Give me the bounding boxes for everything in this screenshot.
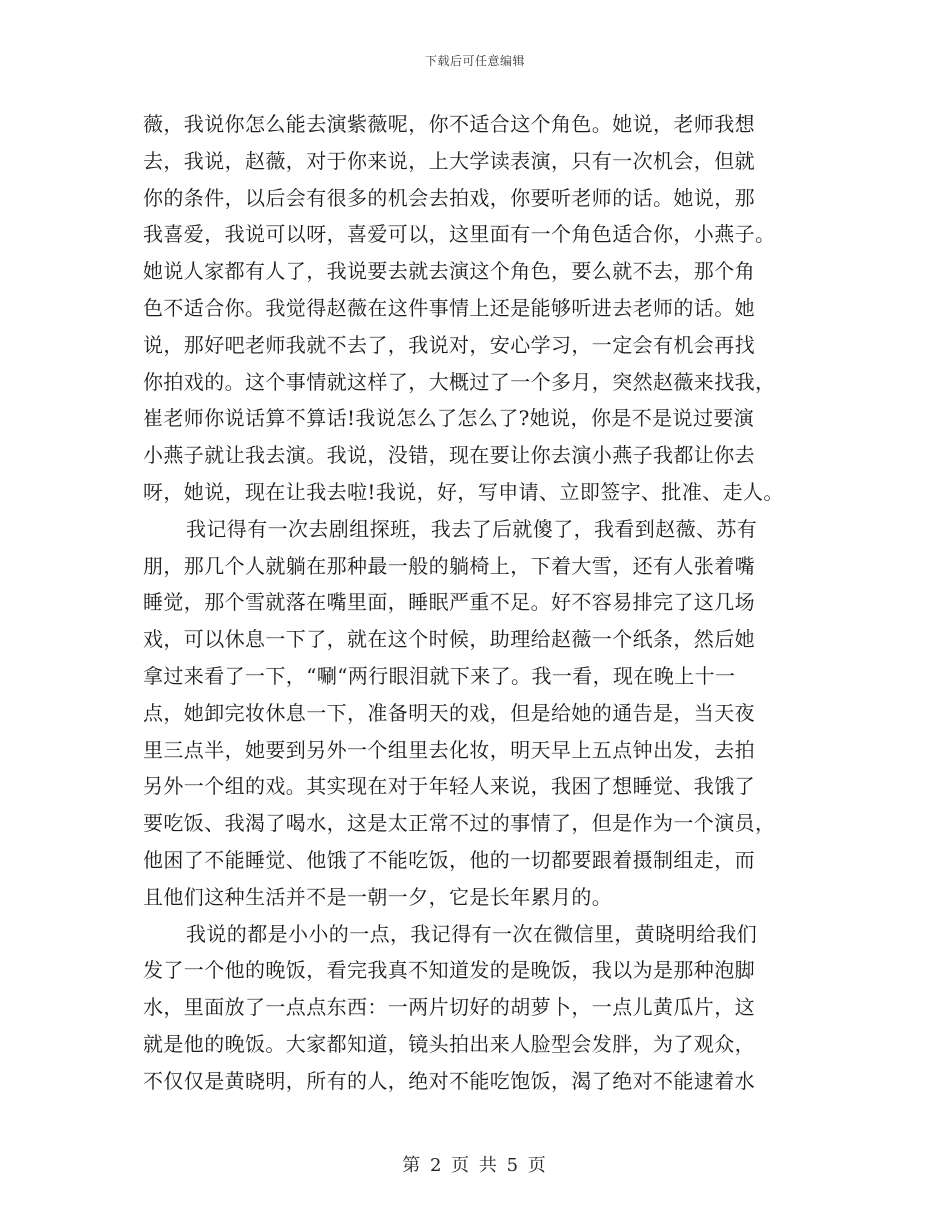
text-line: 我喜爱，我说可以呀，喜爱可以，这里面有一个角色适合你，小燕子。: [143, 222, 776, 247]
text-line: 拿过来看了一下，“唰“两行眼泪就下来了。我一看，现在晚上十一: [143, 663, 736, 688]
text-line: 她说人家都有人了，我说要去就去演这个角色，要么就不去，那个角: [143, 259, 755, 284]
text-line: 说，那好吧老师我就不去了，我说对，安心学习，一定会有机会再找: [143, 332, 755, 357]
document-body: [143, 106, 813, 1100]
text-line: 崔老师你说话算不算话!我说怎么了怎么了?她说，你是不是说过要演: [143, 406, 755, 431]
text-line: 小燕子就让我去演。我说，没错，现在要让你去演小燕子我都让你去: [143, 443, 755, 468]
text-line: 去，我说，赵薇，对于你来说，上大学读表演，只有一次机会，但就: [143, 148, 755, 173]
text-line: 要吃饭、我渴了喝水，这是太正常不过的事情了，但是作为一个演员，: [143, 811, 776, 836]
text-line: 色不适合你。我觉得赵薇在这件事情上还是能够听进去老师的话。她: [143, 295, 755, 320]
text-line: 发了一个他的晚饭，看完我真不知道发的是晚饭，我以为是那种泡脚: [143, 958, 755, 983]
paragraph-start-line: 我说的都是小小的一点，我记得有一次在微信里，黄晓明给我们: [186, 921, 758, 946]
text-line: 且他们这种生活并不是一朝一夕，它是长年累月的。: [143, 884, 613, 909]
paragraph-start-line: 我记得有一次去剧组探班，我去了后就傻了，我看到赵薇、苏有: [186, 516, 758, 541]
text-line: 薇，我说你怎么能去演紫薇呢，你不适合这个角色。她说，老师我想: [143, 112, 755, 136]
text-line: 朋，那几个人就躺在那种最一般的躺椅上，下着大雪，还有人张着嘴: [143, 553, 755, 578]
text-line: 戏，可以休息一下了，就在这个时候，助理给赵薇一个纸条，然后她: [143, 627, 755, 652]
text-line: 你的条件，以后会有很多的机会去拍戏，你要听老师的话。她说，那: [143, 185, 755, 210]
text-line: 睡觉，那个雪就落在嘴里面，睡眠严重不足。好不容易排完了这几场: [143, 590, 755, 615]
text-line: 另外一个组的戏。其实现在对于年轻人来说，我困了想睡觉、我饿了: [143, 774, 755, 799]
text-line: 你拍戏的。这个事情就这样了，大概过了一个多月，突然赵薇来找我，: [143, 369, 776, 394]
text-line: 呀，她说，现在让我去啦!我说，好，写申请、立即签字、批准、走人。: [143, 479, 784, 504]
text-line: 点，她卸完妆休息一下，准备明天的戏，但是给她的通告是，当天夜: [143, 700, 755, 725]
text-line: 里三点半，她要到另外一个组里去化妆，明天早上五点钟出发，去拍: [143, 737, 755, 762]
text-line: 水，里面放了一点点东西：一两片切好的胡萝卜，一点儿黄瓜片，这: [143, 995, 755, 1020]
text-line: 不仅仅是黄晓明，所有的人，绝对不能吃饱饭，渴了绝对不能逮着水: [143, 1068, 755, 1093]
page-number-footer: 第 2 页 共 5 页: [402, 1155, 548, 1176]
text-line: 就是他的晚饭。大家都知道，镜头拍出来人脸型会发胖，为了观众，: [143, 1031, 755, 1056]
text-line: 他困了不能睡觉、他饿了不能吃饭，他的一切都要跟着摄制组走，而: [143, 847, 755, 872]
page-header: 下载后可任意编辑: [424, 54, 525, 68]
